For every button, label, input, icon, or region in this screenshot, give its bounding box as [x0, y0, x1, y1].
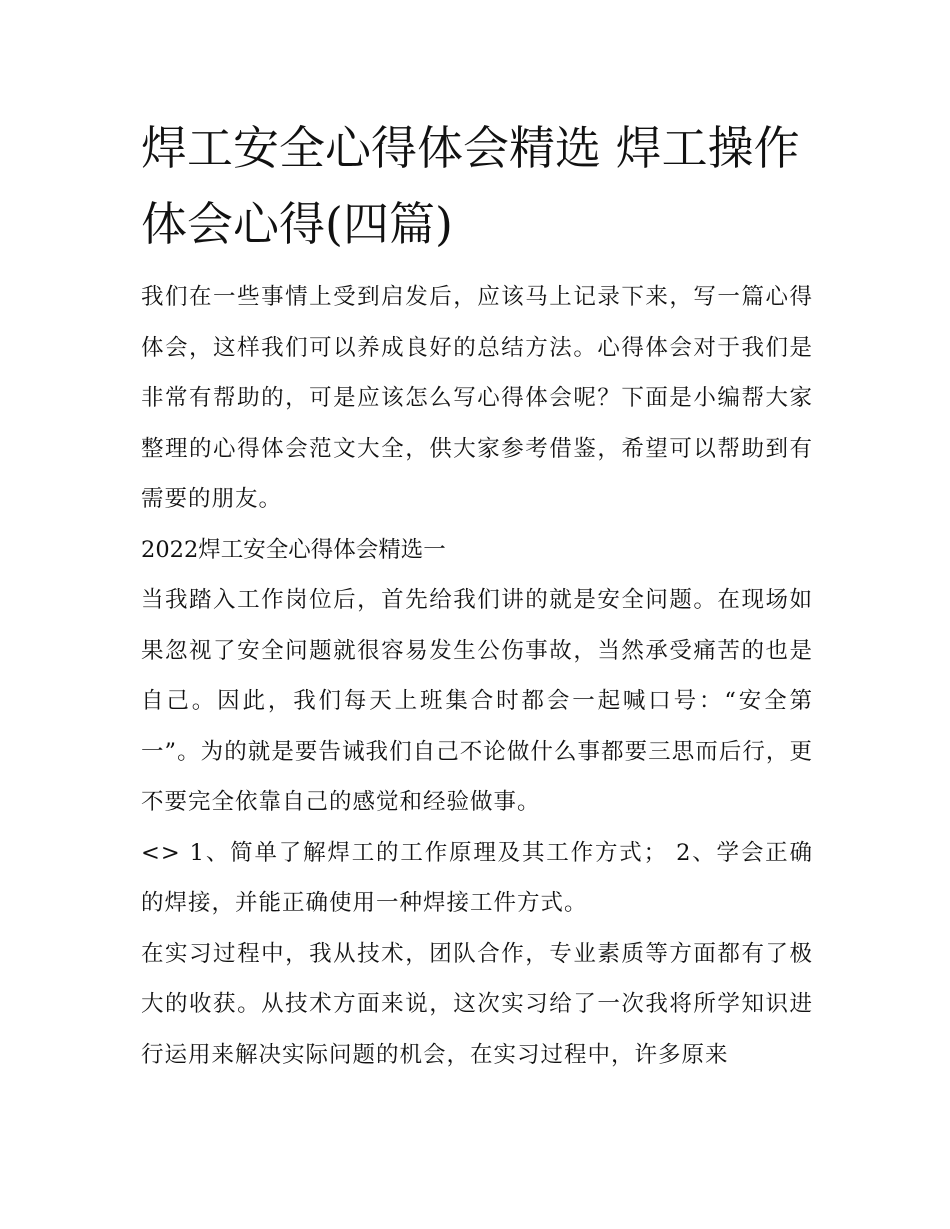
body-paragraph-1: 当我踏入工作岗位后，首先给我们讲的就是安全问题。在现场如果忽视了安全问题就很容易发生公伤事故，当然承受痛苦的也是自己。因此，我们每天上班集合时都会一起喊口号：“安全第一”。为的就是要告诫我们自己不论做什么事都要三思而后行，更不要完全依靠自己的感觉和经验做事。: [141, 587, 813, 815]
document-title: 焊工安全心得体会精选 焊工操作体会心得(四篇): [141, 121, 800, 251]
document-body: [141, 110, 813, 1080]
body-paragraph-3: 在实习过程中，我从技术，团队合作，专业素质等方面都有了极大的收获。从技术方面来说，这次实习给了一次我将所学知识进行运用来解决实际问题的机会，在实习过程中，许多原来: [141, 940, 813, 1068]
section-heading: 2022焊工安全心得体会精选一: [141, 536, 446, 563]
body-paragraph-2: <> 1、简单了解焊工的工作原理及其工作方式； 2、学会正确的焊接，并能正确使用一种焊接工件方式。: [141, 839, 813, 916]
intro-paragraph: 我们在一些事情上受到启发后，应该马上记录下来，写一篇心得体会，这样我们可以养成良好的总结方法。心得体会对于我们是非常有帮助的，可是应该怎么写心得体会呢？下面是小编帮大家整理的心得体会范文大全，供大家参考借鉴，希望可以帮助到有需要的朋友。: [141, 284, 813, 512]
